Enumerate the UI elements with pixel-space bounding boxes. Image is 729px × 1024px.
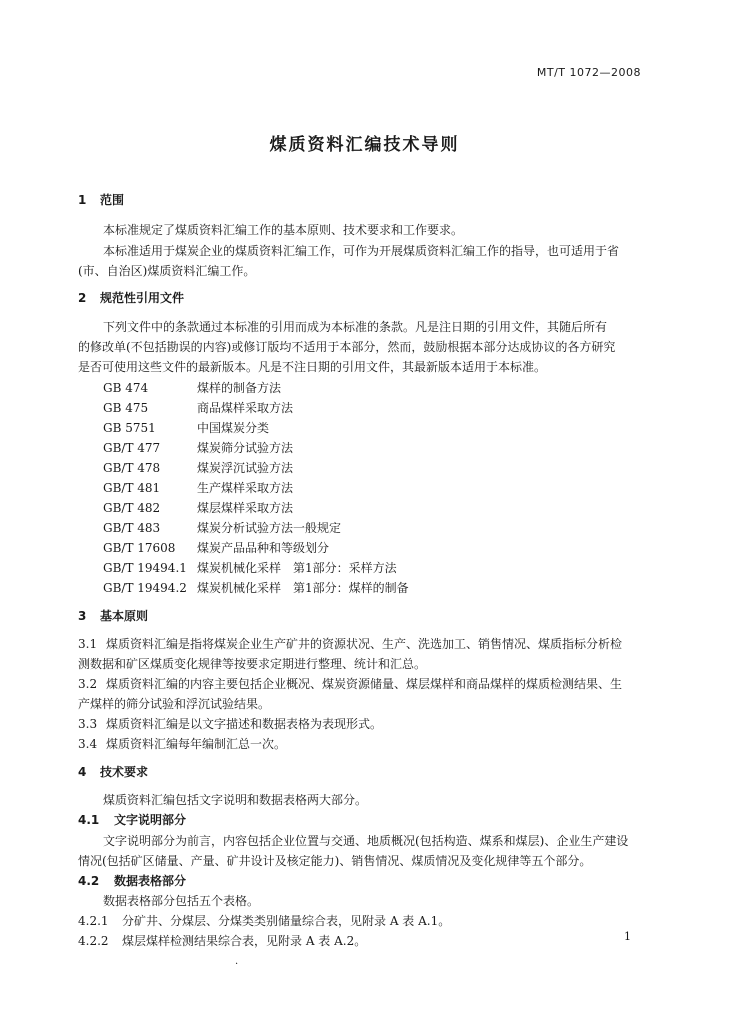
reference-item: GB/T 482 煤层煤样采取方法 <box>103 501 294 515</box>
reference-item: GB/T 477 煤炭筛分试验方法 <box>103 441 294 455</box>
section-1-heading: 1 范围 <box>78 193 125 207</box>
clause-3-4: 3.4 煤质资料汇编每年编制汇总一次。 <box>78 737 287 751</box>
clause-4-2-2: 4.2.2 煤层煤样检测结果综合表，见附录 A 表 A.2。 <box>78 934 367 948</box>
standard-code: MT/T 1072—2008 <box>536 66 641 79</box>
reference-item: GB/T 481 生产煤样采取方法 <box>103 481 294 495</box>
section-2-para-line-3: 是否可使用这些文件的最新版本。凡是不注日期的引用文件，其最新版本适用于本标准。 <box>78 360 547 374</box>
reference-item: GB/T 478 煤炭浮沉试验方法 <box>103 461 294 475</box>
section-3-heading: 3 基本原则 <box>78 609 149 623</box>
clause-3-3: 3.3 煤质资料汇编是以文字描述和数据表格为表现形式。 <box>78 717 383 731</box>
reference-item: GB/T 19494.2 煤炭机械化采样 第1部分：煤样的制备 <box>103 581 409 595</box>
reference-item: GB/T 19494.1 煤炭机械化采样 第1部分：采样方法 <box>103 561 397 575</box>
section-1-para-2-line-1: 本标准适用于煤炭企业的煤质资料汇编工作，可作为开展煤质资料汇编工作的指导，也可适用于省 <box>103 244 620 258</box>
page-mark: . <box>235 956 239 967</box>
reference-item: GB/T 483 煤炭分析试验方法一般规定 <box>103 521 342 535</box>
reference-item: GB 475 商品煤样采取方法 <box>103 401 294 415</box>
section-4-heading: 4 技术要求 <box>78 765 149 779</box>
clause-4-2-1: 4.2.1 分矿井、分煤层、分煤类类别储量综合表，见附录 A 表 A.1。 <box>78 914 451 928</box>
clause-3-2-line-2: 产煤样的筛分试验和浮沉试验结果。 <box>78 697 271 711</box>
section-4-2-heading: 4.2 数据表格部分 <box>78 874 187 888</box>
section-4-2-para: 数据表格部分包括五个表格。 <box>103 894 260 908</box>
section-2-heading: 2 规范性引用文件 <box>78 291 185 305</box>
page-number: 1 <box>624 930 631 943</box>
section-4-para-1: 煤质资料汇编包括文字说明和数据表格两大部分。 <box>103 793 368 807</box>
reference-item: GB 474 煤样的制备方法 <box>103 381 282 395</box>
section-4-1-heading: 4.1 文字说明部分 <box>78 813 187 827</box>
reference-item: GB 5751 中国煤炭分类 <box>103 421 270 435</box>
reference-item: GB/T 17608 煤炭产品品种和等级划分 <box>103 541 330 555</box>
section-2-para-line-2: 的修改单(不包括勘误的内容)或修订版均不适用于本部分，然而，鼓励根据本部分达成协议的各方研究 <box>78 340 616 354</box>
section-1-para-2-line-2: (市、自治区)煤质资料汇编工作。 <box>78 264 256 278</box>
section-4-1-line-1: 文字说明部分为前言，内容包括企业位置与交通、地质概况(包括构造、煤系和煤层)、企业生产建设 <box>103 834 629 848</box>
document-title: 煤质资料汇编技术导则 <box>269 135 460 155</box>
clause-3-2-line-1: 3.2 煤质资料汇编的内容主要包括企业概况、煤炭资源储量、煤层煤样和商品煤样的煤质检测结果、生 <box>78 677 623 691</box>
section-2-para-line-1: 下列文件中的条款通过本标准的引用而成为本标准的条款。凡是注日期的引用文件，其随后所有 <box>103 320 608 334</box>
section-1-para-1: 本标准规定了煤质资料汇编工作的基本原则、技术要求和工作要求。 <box>103 223 464 237</box>
section-4-1-line-2: 情况(包括矿区储量、产量、矿井设计及核定能力)、销售情况、煤质情况及变化规律等五个部分。 <box>78 854 592 868</box>
clause-3-1-line-2: 测数据和矿区煤质变化规律等按要求定期进行整理、统计和汇总。 <box>78 657 427 671</box>
clause-3-1-line-1: 3.1 煤质资料汇编是指将煤炭企业生产矿井的资源状况、生产、洗选加工、销售情况、煤质指标分析检 <box>78 637 623 651</box>
